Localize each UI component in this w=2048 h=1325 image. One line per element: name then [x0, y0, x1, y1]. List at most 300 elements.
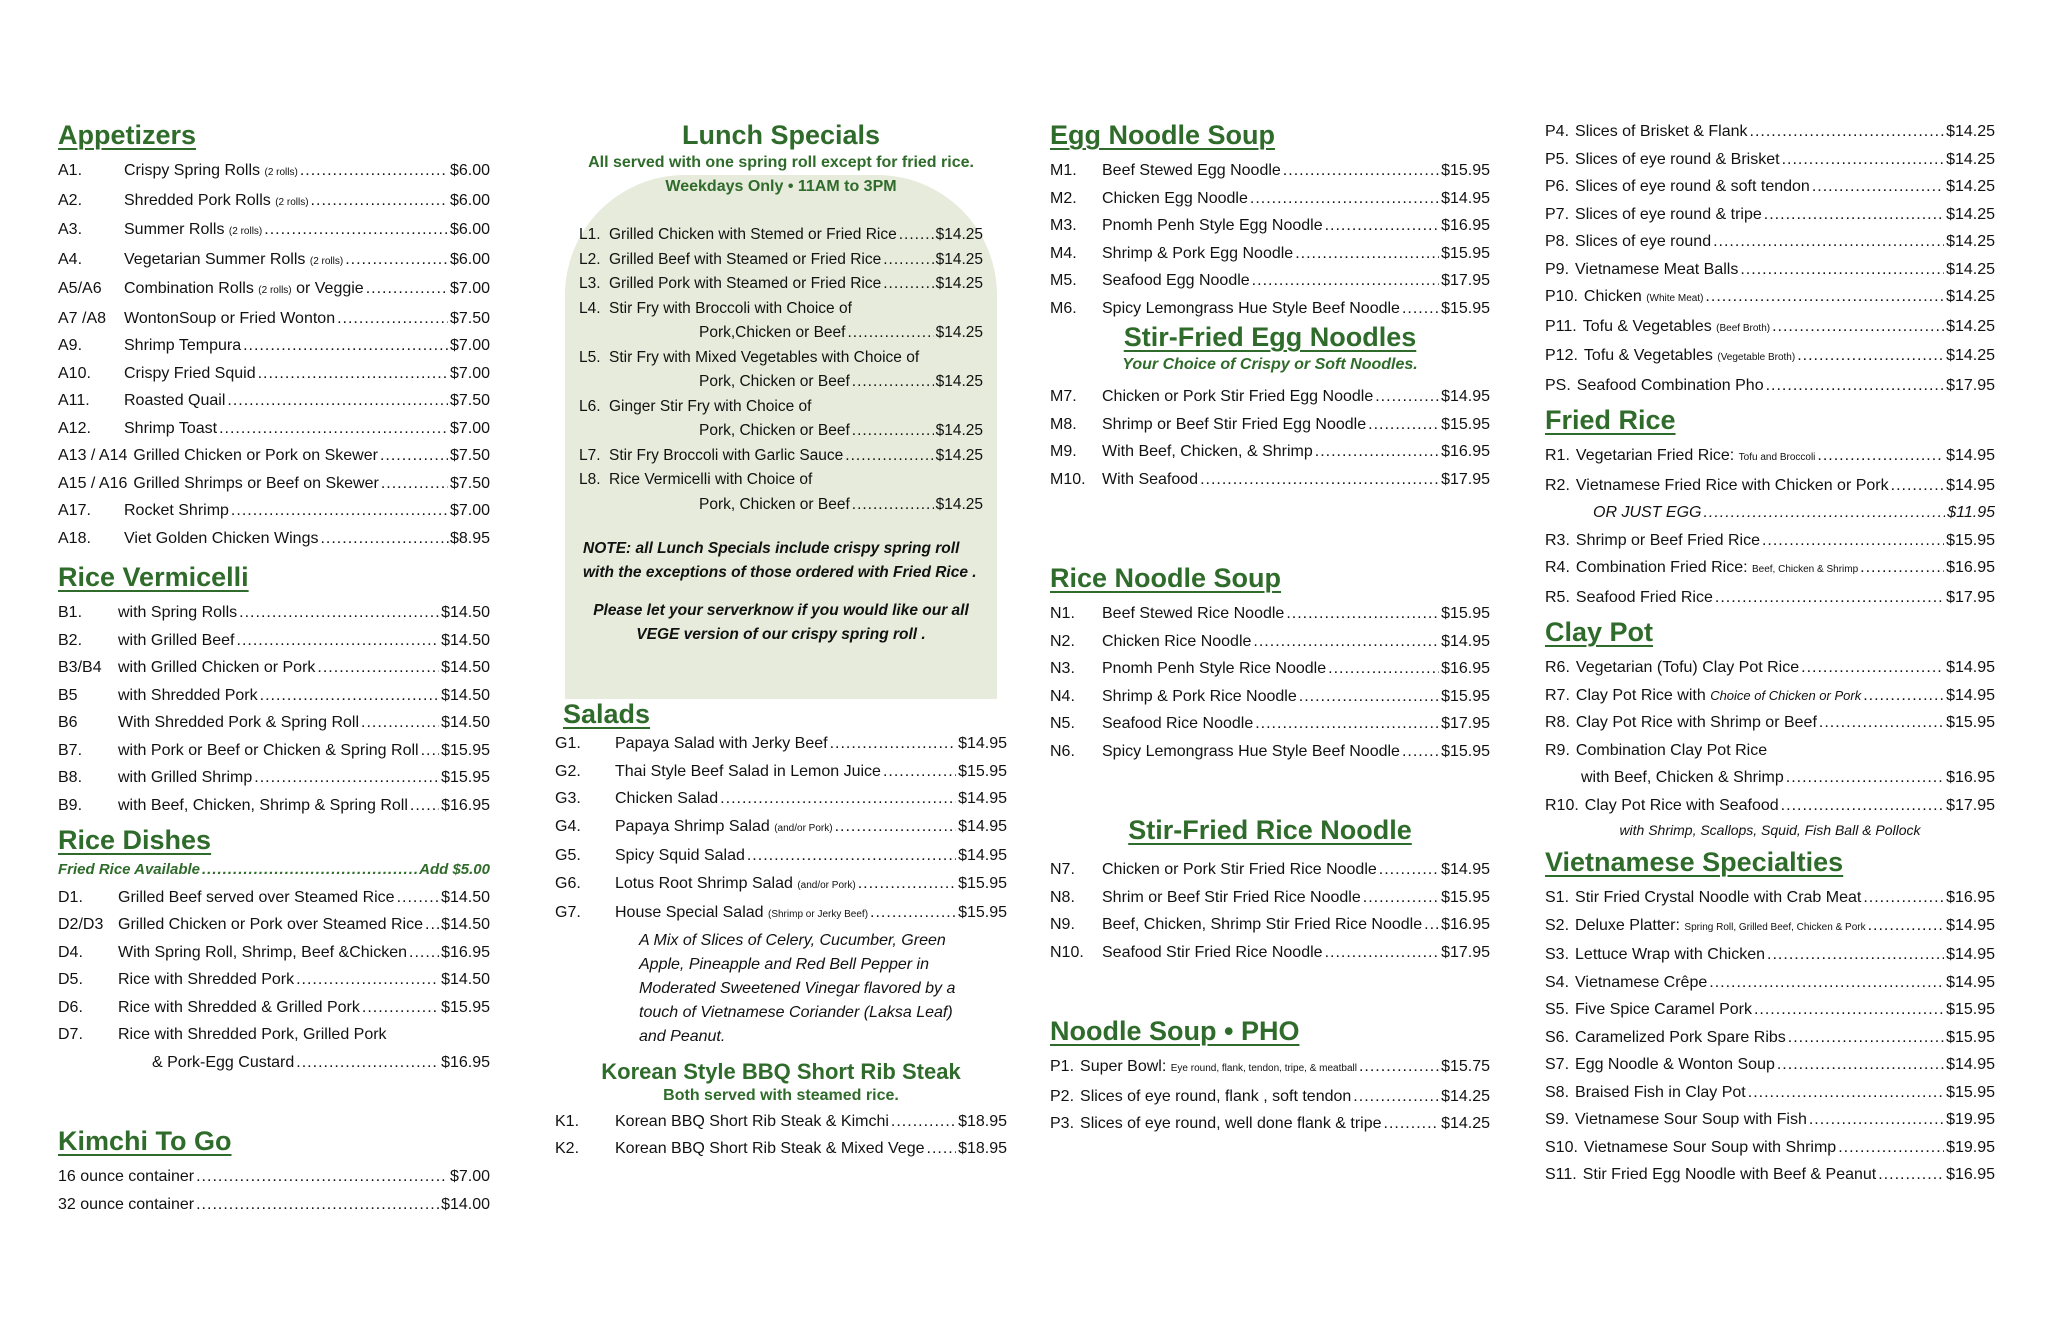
leader-dots [1740, 256, 1944, 284]
menu-item [1545, 996, 1995, 1024]
item-name-text: Tofu & Vegetables [1583, 347, 1713, 364]
section-title-egg-noodle-soup: Egg Noodle Soup [1050, 120, 1275, 150]
item-price: $14.95 [958, 735, 1007, 753]
item-price: $15.95 [1441, 162, 1490, 180]
item-name [1575, 884, 1861, 912]
leader-dots [311, 187, 448, 215]
leader-dots [845, 444, 933, 469]
item-code: M4. [1050, 244, 1077, 262]
item-price: $14.95 [1946, 476, 1995, 494]
item-name [124, 157, 298, 187]
item-code: M7. [1050, 388, 1077, 406]
menu-item [58, 994, 490, 1022]
item-note: Choice of Chicken or Pork [1710, 687, 1862, 703]
item-name-text: Beef Stewed Rice Noodle [1102, 605, 1285, 623]
item-name [118, 599, 237, 627]
leader-dots [1766, 372, 1944, 400]
item-name [1575, 912, 1866, 942]
item-name-text: Seafood Egg Noodle [1102, 272, 1250, 290]
item-name-text: with Grilled Shrimp [118, 769, 253, 787]
item-name-text: With Beef, Chicken, & Shrimp [1102, 443, 1313, 461]
item-name [124, 360, 256, 388]
menu-item [1545, 884, 1995, 912]
item-name-text: Seafood Rice Noodle [1102, 715, 1254, 733]
item-name-text: Thai Style Beef Salad in Lemon Juice [615, 762, 881, 780]
leader-dots [927, 1135, 957, 1163]
leader-dots [852, 493, 934, 518]
leader-dots [1255, 710, 1439, 738]
item-price: $14.95 [1946, 1056, 1995, 1074]
item-price: $14.25 [1946, 205, 1995, 223]
item-code: R7. [1545, 686, 1570, 704]
item-name [1102, 212, 1323, 240]
menu-item [58, 599, 490, 627]
salad-description: A Mix of Slices of Celery, Cucumber, Green Apple, Pineapple and Red Bell Pepper in Moderated Sweetened Vinegar flavored by a touch of Vietnamese Coriander (Laksa Leaf) and Peanut. [639, 931, 956, 1045]
item-code: A17. [58, 502, 91, 520]
section-title-salads: Salads [563, 699, 651, 730]
column-1 [58, 120, 490, 1218]
leader-dots [1772, 313, 1944, 341]
item-code: P11. [1545, 317, 1577, 335]
item-price: $14.95 [1441, 632, 1490, 650]
item-name [124, 415, 217, 443]
menu-item [1545, 342, 1995, 372]
menu-item [1545, 283, 1995, 313]
menu-item-cont [579, 419, 983, 444]
leader-dots [296, 1049, 439, 1077]
menu-item [1050, 185, 1490, 213]
menu-item [58, 1191, 490, 1219]
leader-dots [1750, 118, 1945, 146]
item-code: A15 / A16 [58, 474, 128, 492]
menu-item [58, 764, 490, 792]
menu-item [1050, 600, 1490, 628]
leader-dots [366, 275, 448, 303]
leader-dots [196, 1163, 448, 1191]
leader-dots [361, 709, 439, 737]
item-name [609, 468, 812, 493]
item-name-text: Chicken Salad [615, 790, 719, 808]
item-code: R5. [1545, 588, 1570, 606]
leader-dots [1353, 1083, 1439, 1111]
item-price: $14.95 [958, 817, 1007, 835]
item-note: (2 rolls) [275, 196, 309, 208]
item-code: A18. [58, 529, 91, 547]
item-name-text: Shrim or Beef Stir Fried Rice Noodle [1102, 888, 1361, 906]
item-name [615, 785, 718, 813]
item-note: (and/or Pork) [797, 879, 856, 891]
item-note: Beef, Chicken & Shrimp [1751, 564, 1859, 576]
item-name-line2: Pork, Chicken or Beef [699, 495, 850, 513]
menu-item [58, 360, 490, 388]
item-name [124, 246, 343, 276]
item-price: $16.95 [1946, 1166, 1995, 1184]
menu-item [58, 911, 490, 939]
item-name [1576, 584, 1713, 612]
item-price: $14.25 [935, 275, 983, 293]
item-name [615, 899, 868, 929]
item-name-text: Combination Fried Rice: [1575, 559, 1748, 577]
leader-dots [1252, 267, 1439, 295]
leader-dots [1200, 466, 1439, 494]
item-name-text: Clay Pot Rice with Seafood [1584, 796, 1779, 814]
leader-dots [380, 442, 448, 470]
item-note: (2 rolls) [264, 167, 298, 179]
item-name-text: Grilled Beef with Steamed or Fried Rice [609, 250, 882, 268]
item-price: $14.95 [1946, 686, 1995, 704]
item-note: (White Meat) [1646, 293, 1704, 304]
leader-dots [1860, 554, 1944, 582]
item-name-text: Pnomh Penh Style Egg Noodle [1102, 217, 1323, 235]
item-name [1102, 710, 1253, 738]
column-2 [555, 120, 1007, 1163]
item-name-text: Combination Clay Pot Rice [1575, 741, 1768, 759]
item-code: S10. [1545, 1138, 1578, 1156]
item-price: $14.50 [441, 714, 490, 732]
leader-dots [231, 497, 448, 525]
menu-item [58, 966, 490, 994]
item-code: R3. [1545, 531, 1570, 549]
item-code: N1. [1050, 605, 1075, 623]
leader-dots [1402, 295, 1439, 323]
menu-item [1050, 1083, 1490, 1111]
item-code: R4. [1545, 559, 1570, 577]
item-price: $15.95 [1441, 244, 1490, 262]
item-name [118, 966, 294, 994]
list-salads [555, 730, 1007, 929]
menu-item [1545, 442, 1995, 472]
item-code: L3. [579, 275, 601, 293]
menu-item [58, 187, 490, 217]
item-price: $16.95 [1441, 443, 1490, 461]
menu-item [579, 272, 983, 297]
leader-dots [1250, 185, 1439, 213]
item-name [1575, 1106, 1807, 1134]
item-name [1576, 442, 1815, 472]
item-name-text: Stir Fried Crystal Noodle with Crab Meat [1575, 889, 1862, 907]
item-name-line2: Pork,Chicken or Beef [699, 324, 846, 342]
item-name-text: Slices of eye round & soft tendon [1575, 178, 1810, 195]
item-name [1575, 256, 1738, 284]
item-code: B3/B4 [58, 659, 102, 677]
item-note: (Vegetable Broth) [1717, 352, 1796, 363]
leader-dots [1764, 201, 1944, 229]
item-code: N7. [1050, 861, 1075, 879]
item-code: L1. [579, 226, 601, 244]
item-code: A11. [58, 392, 90, 410]
item-name [1575, 996, 1752, 1024]
menu-item [1050, 655, 1490, 683]
item-price: $14.95 [958, 790, 1007, 808]
item-price: $14.25 [1946, 150, 1995, 168]
item-name-text: Spicy Lemongrass Hue Style Beef Noodle [1102, 299, 1400, 317]
item-code: M1. [1050, 162, 1077, 180]
leader-dots [243, 332, 448, 360]
leader-dots [830, 730, 957, 758]
item-name-text: with Beef, Chicken, Shrimp & Spring Roll [118, 796, 408, 814]
list-stir-egg [1050, 383, 1490, 493]
item-name-text: Pnomh Penh Style Rice Noodle [1102, 660, 1327, 678]
item-code: B8. [58, 769, 83, 787]
item-price: $14.50 [441, 604, 490, 622]
item-name [615, 1108, 889, 1136]
item-code: R1. [1545, 447, 1570, 465]
item-price: $18.95 [958, 1140, 1007, 1158]
item-name-text: Roasted Quail [124, 392, 226, 410]
item-price: $15.95 [1441, 742, 1490, 760]
leader-dots [883, 272, 933, 297]
leader-dots [254, 764, 439, 792]
item-price: $7.00 [449, 280, 490, 298]
item-price: $14.25 [1946, 123, 1995, 140]
item-price: $15.95 [441, 741, 490, 759]
item-name-text: Spicy Lemongrass Hue Style Beef Noodle [1102, 742, 1400, 760]
menu-item [1545, 118, 1995, 146]
item-price: $7.50 [449, 447, 490, 465]
item-name [1102, 383, 1373, 411]
item-name [615, 813, 833, 843]
item-price: $14.25 [1946, 288, 1995, 305]
item-price: $7.00 [449, 364, 490, 382]
item-price: $14.25 [1946, 347, 1995, 364]
item-price: $7.00 [449, 337, 490, 355]
item-code: G3. [555, 790, 581, 808]
leader-dots [1384, 1110, 1440, 1138]
item-code: N2. [1050, 632, 1075, 650]
leader-dots [237, 627, 440, 655]
lunch-note-1: NOTE: all Lunch Specials include crispy spring roll with the exceptions of those ordered with Fried Rice . [583, 540, 977, 582]
section-title-rice-noodle-soup: Rice Noodle Soup [1050, 563, 1282, 594]
item-code: P6. [1545, 178, 1570, 195]
menu-item [1050, 628, 1490, 656]
item-name-text: Vegetarian Summer Rolls [124, 250, 306, 268]
menu-item [555, 1135, 1007, 1163]
item-price: $14.95 [958, 847, 1007, 865]
item-code: S6. [1545, 1028, 1570, 1046]
leader-dots [883, 758, 956, 786]
leader-dots [1295, 240, 1439, 268]
leader-dots [1748, 1079, 1944, 1107]
leader-dots [362, 994, 439, 1022]
item-price: $15.95 [1946, 531, 1995, 549]
item-name-text: Tofu & Vegetables [1582, 317, 1712, 335]
item-name-text: Chicken or Pork Stir Fried Rice Noodle [1102, 861, 1377, 879]
leader-dots [239, 599, 439, 627]
item-price: $15.95 [1441, 605, 1490, 623]
section-title-korean: Korean Style BBQ Short Rib Steak [601, 1058, 961, 1084]
item-name-text: Shrimp Tempura [124, 337, 242, 355]
item-name [1102, 655, 1326, 683]
menu-item [579, 444, 983, 469]
item-name-text: Vegetarian (Tofu) Clay Pot Rice [1575, 659, 1800, 677]
item-code: P2. [1050, 1087, 1075, 1105]
item-name [1575, 201, 1762, 229]
item-name-text: Lotus Root Shrimp Salad [615, 874, 793, 892]
item-price: $15.95 [958, 904, 1007, 922]
leader-dots [1424, 911, 1439, 939]
leader-dots [264, 216, 448, 244]
item-name-text: Papaya Salad with Jerky Beef [615, 735, 828, 753]
menu-item [1545, 969, 1995, 997]
menu-item [1545, 912, 1995, 942]
item-code: B6 [58, 714, 78, 732]
item-name [1102, 939, 1323, 967]
leader-dots [381, 470, 448, 498]
item-price: $14.25 [1946, 233, 1995, 250]
menu-item [1545, 228, 1995, 256]
item-name [118, 654, 315, 682]
leader-dots [1253, 628, 1439, 656]
item-name-text: Spicy Squid Salad [615, 847, 745, 865]
leader-dots [835, 813, 956, 841]
item-name-text: Stir Fry with Mixed Vegetables with Choice of [609, 348, 920, 366]
item-price: $7.50 [449, 309, 490, 327]
item-price: $15.75 [1441, 1058, 1490, 1076]
item-code: G6. [555, 874, 581, 892]
item-price: $14.50 [441, 686, 490, 704]
item-code: A3. [58, 221, 83, 239]
item-name-text: 16 ounce container [58, 1168, 195, 1186]
item-name-text: Crispy Spring Rolls [124, 162, 261, 180]
leader-dots [1797, 342, 1944, 370]
item-code: PS. [1545, 376, 1571, 394]
menu-item [1050, 884, 1490, 912]
lunch-note-2: Please let your serverknow if you would like our all VEGE version of our crispy spring roll . [593, 602, 969, 644]
item-code: S2. [1545, 916, 1570, 934]
list-pho-1 [1050, 1053, 1490, 1138]
item-name-text: Slices of eye round, well done flank & tripe [1080, 1115, 1382, 1133]
item-name [124, 387, 225, 415]
item-code: B7. [58, 741, 83, 759]
item-price: $16.95 [1946, 559, 1995, 577]
item-name-text: Beef Stewed Egg Noodle [1102, 162, 1281, 180]
leader-dots [1788, 1024, 1944, 1052]
leader-dots [891, 1108, 956, 1136]
item-name-text: Ginger Stir Fry with Choice of [609, 397, 812, 415]
menu-item [1545, 372, 1995, 400]
item-name-text: Shredded Pork Rolls [124, 191, 271, 209]
menu-item [555, 758, 1007, 786]
menu-item [1545, 682, 1995, 710]
leader-dots [337, 305, 448, 333]
item-name-text: Vietnamese Sour Soup with Fish [1575, 1111, 1807, 1129]
lunch-panel [565, 175, 997, 699]
item-name-text: Slices of eye round [1575, 233, 1712, 250]
leader-dots [1713, 228, 1944, 256]
leader-dots [1762, 527, 1944, 555]
item-name-text: Slices of eye round, flank , soft tendon [1080, 1087, 1352, 1105]
menu-item [1050, 295, 1490, 323]
item-name-text: Stir Fried Egg Noodle with Beef & Peanut [1582, 1166, 1877, 1184]
item-code: P9. [1545, 260, 1570, 278]
item-name [1080, 1110, 1382, 1138]
item-name [1576, 554, 1858, 584]
item-name-text: Grilled Chicken or Pork on Skewer [133, 447, 378, 465]
menu-item [1050, 411, 1490, 439]
item-name-text: Rice with Shredded Pork, Grilled Pork [118, 1026, 387, 1044]
item-name-text: Deluxe Platter: [1575, 916, 1680, 934]
menu-item [555, 899, 1007, 929]
menu-item [555, 730, 1007, 758]
item-name [1575, 1079, 1746, 1107]
menu-item [58, 470, 490, 498]
item-code: B5 [58, 686, 78, 704]
item-name [1102, 185, 1248, 213]
item-name [1545, 499, 1701, 527]
leader-dots [1812, 173, 1944, 201]
item-price: $16.95 [1441, 660, 1490, 678]
leader-dots [1328, 655, 1439, 683]
stir-egg-sub: Your Choice of Crispy or Soft Noodles. [1122, 356, 1418, 374]
item-price: $14.95 [1946, 916, 1995, 934]
section-title-rice-dishes: Rice Dishes [58, 825, 212, 856]
item-code: N3. [1050, 660, 1075, 678]
item-code: D4. [58, 943, 83, 961]
item-code: S7. [1545, 1056, 1570, 1074]
item-name [615, 842, 745, 870]
item-name-text: Shrimp & Pork Egg Noodle [1102, 244, 1294, 262]
item-code: D5. [58, 971, 83, 989]
leader-dots [1878, 1161, 1944, 1189]
menu-item [1545, 1079, 1995, 1107]
item-code: R2. [1545, 476, 1570, 494]
menu-item [1050, 212, 1490, 240]
list-clay-pot [1545, 654, 1995, 819]
menu-item [58, 939, 490, 967]
item-price: $14.95 [1946, 659, 1995, 677]
item-code: B1. [58, 604, 83, 622]
item-code: A1. [58, 162, 83, 180]
menu-item [1545, 941, 1995, 969]
item-code: G1. [555, 735, 581, 753]
item-name [1102, 683, 1297, 711]
item-name [1102, 466, 1198, 494]
item-code: N9. [1050, 916, 1075, 934]
item-name-text: OR JUST EGG [1593, 504, 1702, 522]
item-code: R9. [1545, 741, 1570, 759]
item-code: D2/D3 [58, 916, 104, 934]
item-code: G4. [555, 817, 581, 835]
list-rice-dishes [58, 884, 490, 1077]
menu-item [58, 387, 490, 415]
item-note: (2 rolls) [258, 285, 292, 297]
item-note: (Beef Broth) [1716, 322, 1771, 334]
leader-dots [300, 157, 448, 185]
item-name [1583, 1161, 1877, 1189]
item-code: P4. [1545, 123, 1570, 140]
menu-item [1545, 792, 1995, 820]
leader-dots [1286, 600, 1439, 628]
menu-item [1050, 1053, 1490, 1083]
item-code: R8. [1545, 714, 1570, 732]
item-name [1583, 313, 1770, 343]
item-name [133, 470, 378, 498]
menu-item [1545, 737, 1995, 765]
item-name-line2: Pork, Chicken or Beef [699, 373, 850, 391]
item-name [1102, 240, 1293, 268]
menu-item [58, 737, 490, 765]
item-price: $6.00 [449, 191, 490, 209]
item-price: $14.95 [1946, 973, 1995, 991]
menu-item [1545, 313, 1995, 343]
section-title-rice-vermicelli: Rice Vermicelli [58, 562, 249, 593]
item-name [609, 223, 897, 248]
item-price: $17.95 [1441, 943, 1490, 961]
lunch-sub-2: Weekdays Only • 11AM to 3PM [665, 178, 897, 196]
item-name [1575, 228, 1711, 256]
item-price: $15.95 [1946, 714, 1995, 732]
item-name-line2: Pork, Chicken or Beef [699, 422, 850, 440]
